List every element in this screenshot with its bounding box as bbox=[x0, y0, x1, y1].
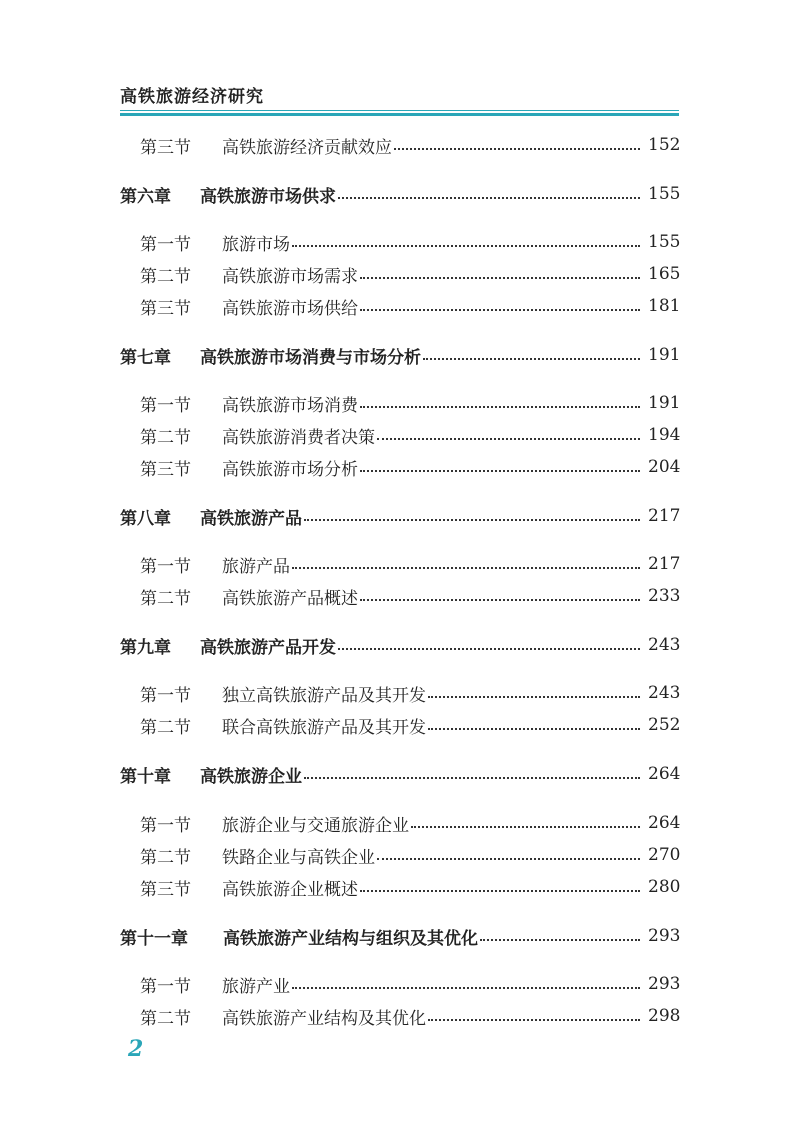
dot-leader bbox=[377, 858, 640, 860]
toc-section-entry[interactable] bbox=[140, 228, 680, 256]
dot-leader bbox=[423, 358, 640, 360]
toc-entry-page: 243 bbox=[648, 635, 681, 655]
header-rule-thick bbox=[120, 113, 679, 116]
toc-entry-page: 280 bbox=[648, 877, 681, 897]
toc-entry-title: 高铁旅游市场需求 bbox=[222, 266, 358, 287]
dot-leader bbox=[360, 277, 640, 279]
toc-section-entry[interactable] bbox=[140, 131, 680, 159]
toc-entry-title: 旅游产品 bbox=[222, 556, 290, 577]
running-header-title: 高铁旅游经济研究 bbox=[120, 87, 264, 107]
dot-leader bbox=[360, 406, 640, 408]
toc-entry-page: 252 bbox=[648, 715, 681, 735]
dot-leader bbox=[394, 148, 640, 150]
dot-leader bbox=[411, 826, 640, 828]
toc-entry-number: 第二节 bbox=[140, 427, 191, 448]
toc-entry-number: 第二节 bbox=[140, 588, 191, 609]
toc-entry-page: 217 bbox=[648, 554, 681, 574]
toc-section-entry[interactable] bbox=[140, 453, 680, 481]
toc-entry-number: 第一节 bbox=[140, 556, 191, 577]
toc-entry-page: 191 bbox=[648, 345, 681, 365]
toc-section-entry[interactable] bbox=[140, 260, 680, 288]
toc-entry-number: 第二节 bbox=[140, 717, 191, 738]
toc-entry-number: 第七章 bbox=[120, 347, 171, 368]
toc-entry-page: 264 bbox=[648, 813, 681, 833]
dot-leader bbox=[480, 939, 640, 941]
dot-leader bbox=[428, 1019, 640, 1021]
header-rule-thin bbox=[120, 110, 679, 111]
dot-leader bbox=[377, 438, 640, 440]
dot-leader bbox=[304, 777, 640, 779]
toc-entry-title: 高铁旅游产业结构及其优化 bbox=[222, 1008, 426, 1029]
dot-leader bbox=[338, 648, 640, 650]
toc-entry-page: 217 bbox=[648, 506, 681, 526]
toc-chapter-entry[interactable] bbox=[120, 502, 680, 530]
dot-leader bbox=[428, 728, 640, 730]
toc-entry-page: 298 bbox=[648, 1006, 681, 1026]
toc-entry-title: 高铁旅游产品概述 bbox=[222, 588, 358, 609]
toc-entry-title: 高铁旅游市场消费与市场分析 bbox=[200, 347, 421, 368]
toc-entry-page: 194 bbox=[648, 425, 681, 445]
toc-entry-number: 第一节 bbox=[140, 685, 191, 706]
toc-section-entry[interactable] bbox=[140, 809, 680, 837]
toc-entry-page: 191 bbox=[648, 393, 681, 413]
toc-entry-page: 155 bbox=[648, 232, 681, 252]
toc-entry-page: 233 bbox=[648, 586, 681, 606]
toc-entry-number: 第十一章 bbox=[120, 928, 188, 949]
toc-entry-number: 第十章 bbox=[120, 766, 171, 787]
toc-entry-page: 181 bbox=[648, 296, 681, 316]
toc-entry-number: 第一节 bbox=[140, 395, 191, 416]
toc-section-entry[interactable] bbox=[140, 1002, 680, 1030]
dot-leader bbox=[292, 987, 640, 989]
toc-entry-number: 第二节 bbox=[140, 266, 191, 287]
dot-leader bbox=[360, 309, 640, 311]
toc-section-entry[interactable] bbox=[140, 970, 680, 998]
dot-leader bbox=[360, 470, 640, 472]
toc-entry-page: 293 bbox=[648, 926, 681, 946]
toc-entry-title: 高铁旅游市场供求 bbox=[200, 186, 336, 207]
toc-entry-title: 旅游企业与交通旅游企业 bbox=[222, 815, 409, 836]
toc-entry-number: 第一节 bbox=[140, 234, 191, 255]
dot-leader bbox=[360, 599, 640, 601]
toc-entry-title: 旅游产业 bbox=[222, 976, 290, 997]
toc-section-entry[interactable] bbox=[140, 389, 680, 417]
page-number: 2 bbox=[128, 1036, 144, 1062]
toc-entry-number: 第二节 bbox=[140, 1008, 191, 1029]
toc-section-entry[interactable] bbox=[140, 421, 680, 449]
toc-entry-title: 高铁旅游产业结构与组织及其优化 bbox=[223, 928, 478, 949]
toc-entry-number: 第三节 bbox=[140, 879, 191, 900]
dot-leader bbox=[360, 890, 640, 892]
dot-leader bbox=[304, 519, 640, 521]
toc-entry-number: 第一节 bbox=[140, 976, 191, 997]
toc-entry-title: 独立高铁旅游产品及其开发 bbox=[222, 685, 426, 706]
toc-chapter-entry[interactable] bbox=[120, 180, 680, 208]
toc-section-entry[interactable] bbox=[140, 582, 680, 610]
toc-entry-title: 高铁旅游市场供给 bbox=[222, 298, 358, 319]
toc-entry-title: 旅游市场 bbox=[222, 234, 290, 255]
toc-entry-title: 高铁旅游消费者决策 bbox=[222, 427, 375, 448]
toc-entry-title: 高铁旅游产品开发 bbox=[200, 637, 336, 658]
toc-entry-title: 高铁旅游市场消费 bbox=[222, 395, 358, 416]
toc-entry-page: 165 bbox=[648, 264, 681, 284]
toc-entry-title: 联合高铁旅游产品及其开发 bbox=[222, 717, 426, 738]
toc-entry-page: 155 bbox=[648, 184, 681, 204]
toc-entry-title: 铁路企业与高铁企业 bbox=[222, 847, 375, 868]
toc-chapter-entry[interactable] bbox=[120, 631, 680, 659]
toc-entry-title: 高铁旅游产品 bbox=[200, 508, 302, 529]
toc-entry-title: 高铁旅游经济贡献效应 bbox=[222, 137, 392, 158]
toc-entry-number: 第三节 bbox=[140, 137, 191, 158]
toc-entry-page: 243 bbox=[648, 683, 681, 703]
toc-entry-number: 第二节 bbox=[140, 847, 191, 868]
toc-entry-number: 第三节 bbox=[140, 298, 191, 319]
toc-entry-number: 第三节 bbox=[140, 459, 191, 480]
toc-entry-page: 264 bbox=[648, 764, 681, 784]
toc-entry-number: 第六章 bbox=[120, 186, 171, 207]
dot-leader bbox=[428, 696, 640, 698]
toc-section-entry[interactable] bbox=[140, 841, 680, 869]
toc-section-entry[interactable] bbox=[140, 550, 680, 578]
dot-leader bbox=[338, 197, 640, 199]
toc-entry-page: 293 bbox=[648, 974, 681, 994]
toc-entry-page: 270 bbox=[648, 845, 681, 865]
toc-section-entry[interactable] bbox=[140, 711, 680, 739]
toc-entry-title: 高铁旅游企业概述 bbox=[222, 879, 358, 900]
toc-section-entry[interactable] bbox=[140, 679, 680, 707]
toc-entry-page: 204 bbox=[648, 457, 681, 477]
toc-entry-title: 高铁旅游市场分析 bbox=[222, 459, 358, 480]
toc-chapter-entry[interactable] bbox=[120, 341, 680, 369]
toc-chapter-entry[interactable] bbox=[120, 922, 680, 950]
toc-entry-number: 第九章 bbox=[120, 637, 171, 658]
toc-section-entry[interactable] bbox=[140, 292, 680, 320]
toc-entry-number: 第一节 bbox=[140, 815, 191, 836]
toc-entry-number: 第八章 bbox=[120, 508, 171, 529]
toc-chapter-entry[interactable] bbox=[120, 760, 680, 788]
dot-leader bbox=[292, 245, 640, 247]
toc-entry-page: 152 bbox=[648, 135, 681, 155]
toc-section-entry[interactable] bbox=[140, 873, 680, 901]
toc-entry-title: 高铁旅游企业 bbox=[200, 766, 302, 787]
dot-leader bbox=[292, 567, 640, 569]
